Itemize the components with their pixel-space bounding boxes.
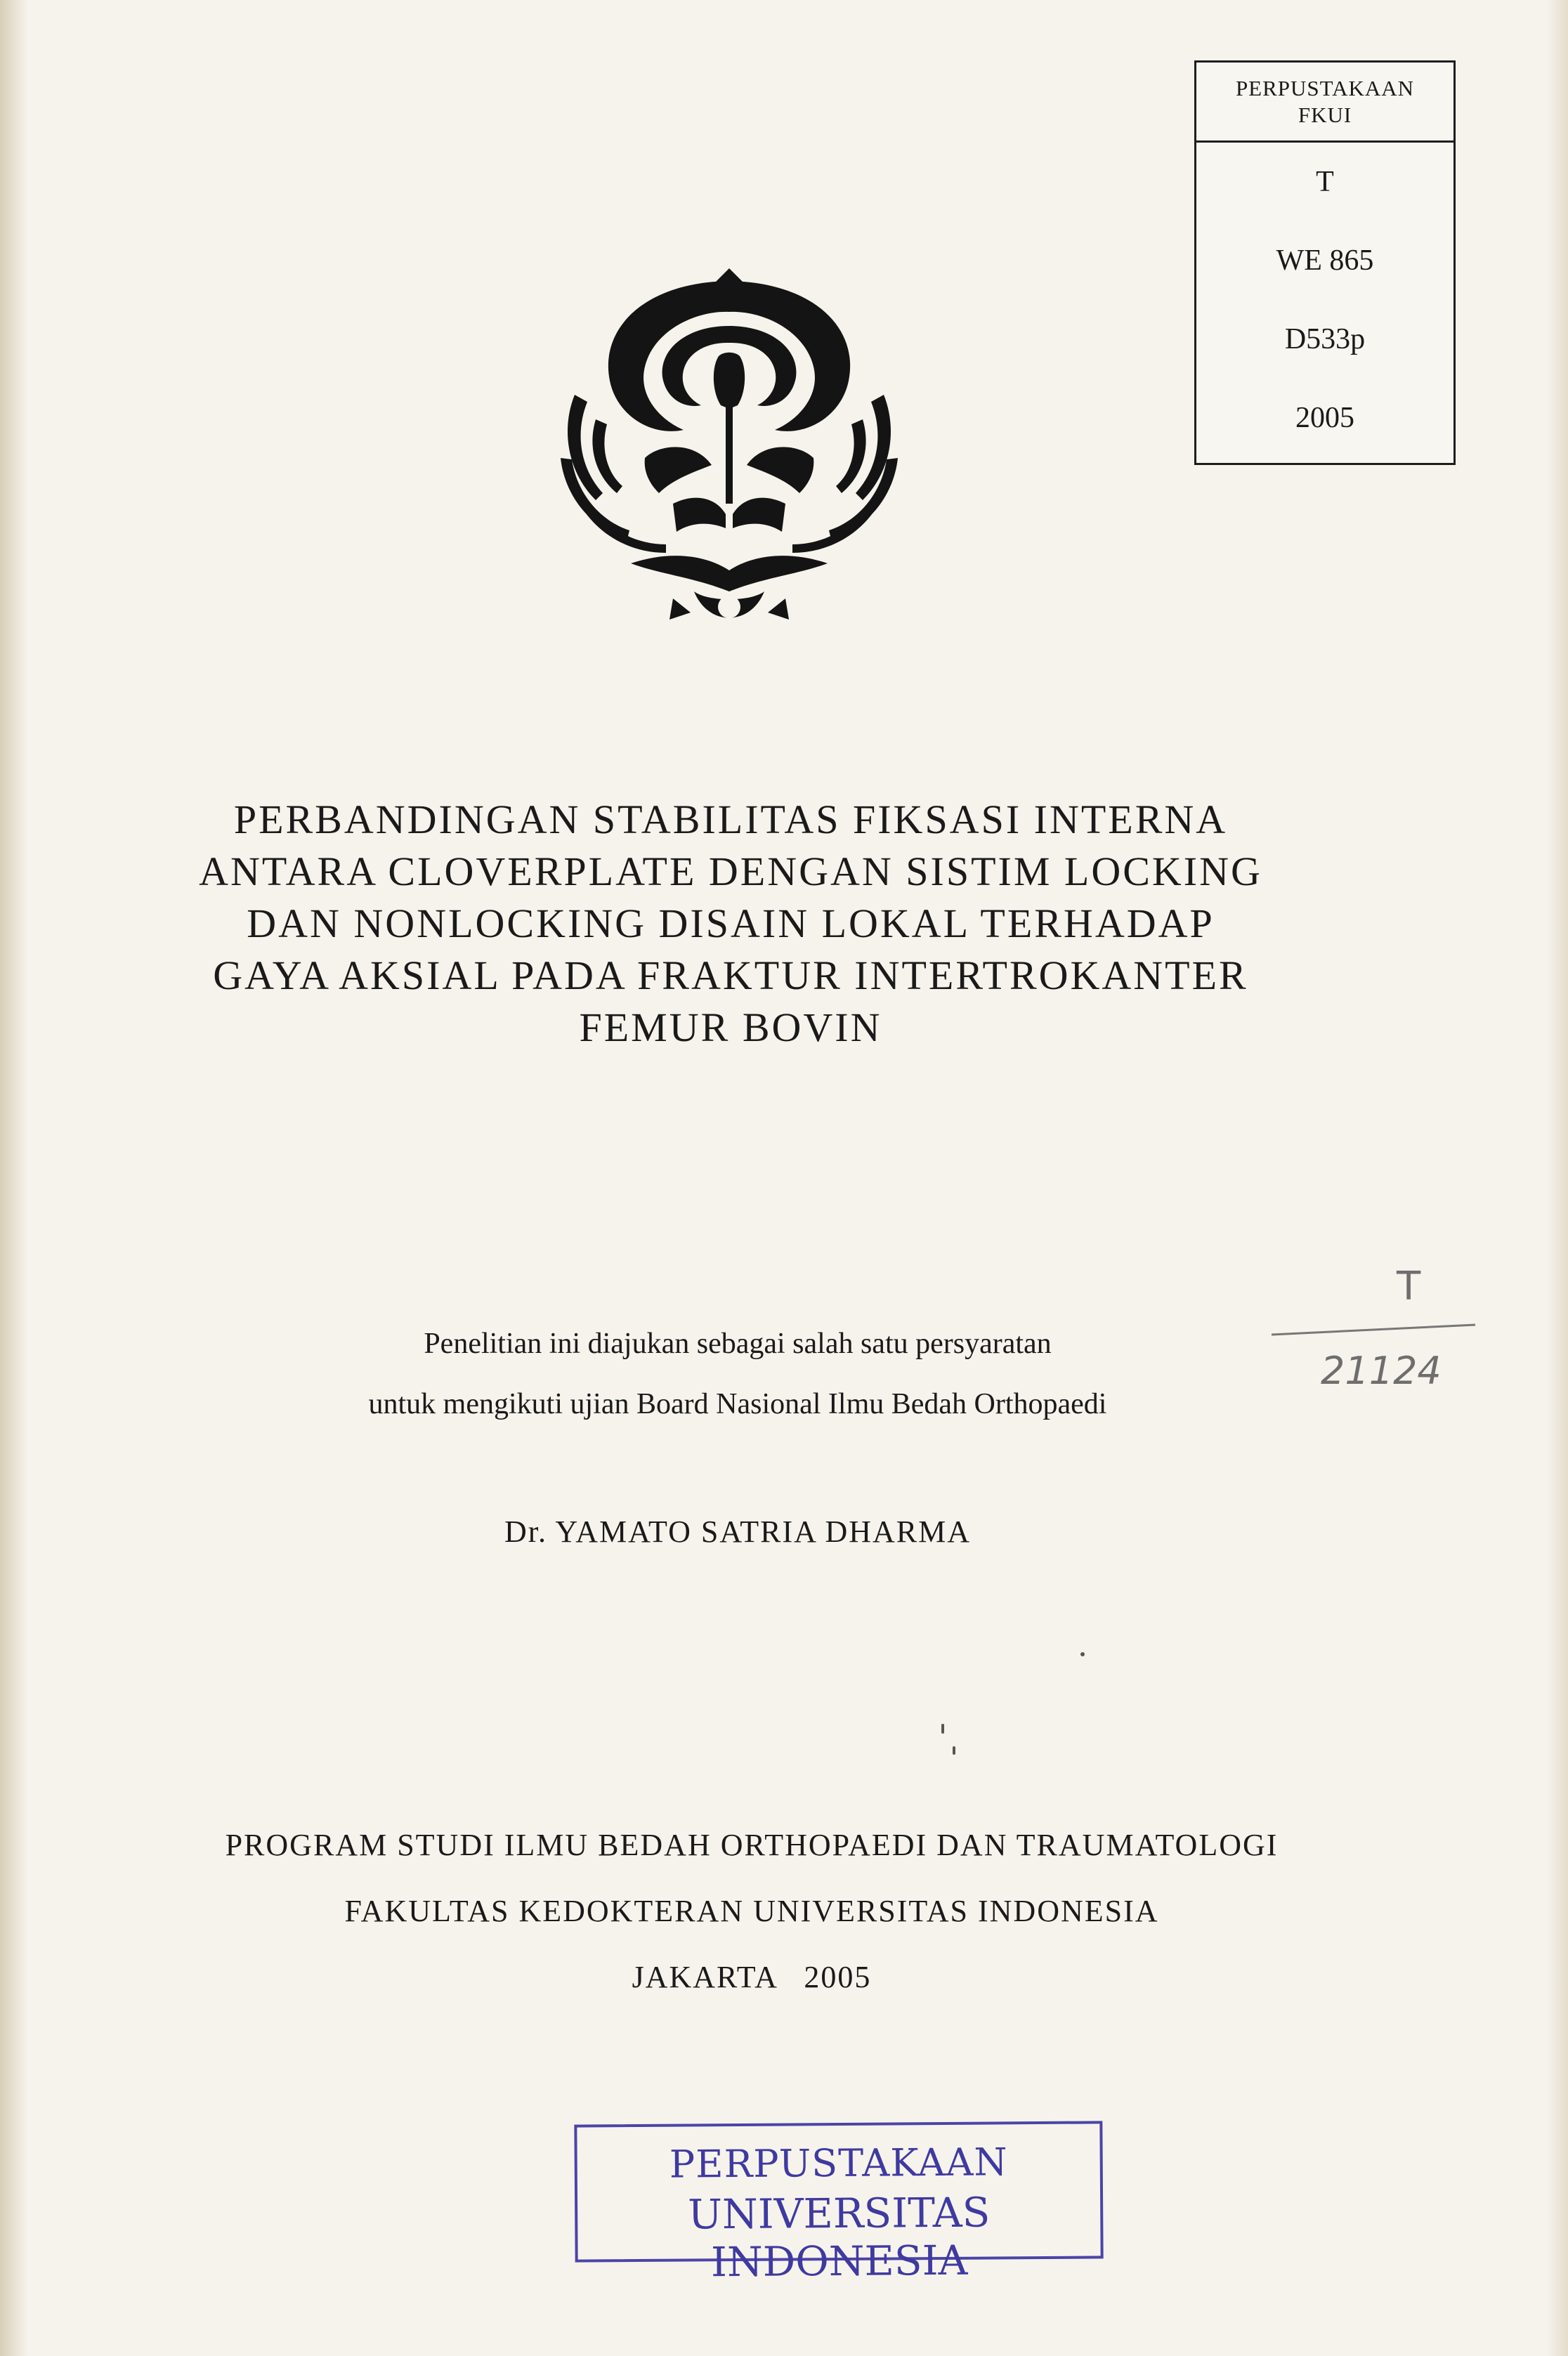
handwritten-note-line: 21124 (1321, 1349, 1442, 1393)
scan-speck (941, 1724, 944, 1734)
thesis-title-line: GAYA AKSIAL PADA FRAKTUR INTERTROKANTER (213, 953, 1248, 998)
stamp-line: UNIVERSITAS INDONESIA (687, 2188, 991, 2286)
library-box-header (1196, 63, 1453, 143)
scan-speck (1080, 1652, 1085, 1656)
purpose-line: Penelitian ini diajukan sebagai salah satu persyaratan (424, 1328, 1052, 1360)
author-name: Dr. YAMATO SATRIA DHARMA (504, 1514, 972, 1549)
handwritten-inventory-note (1272, 1250, 1482, 1412)
library-box-header-line: PERPUSTAKAAN (1235, 76, 1415, 100)
page-edge-shadow-left (0, 0, 28, 2356)
purpose-statement (211, 1314, 1265, 1434)
library-stamp (574, 2121, 1103, 2286)
thesis-title-line: DAN NONLOCKING DISAIN LOKAL TERHADAP (247, 901, 1215, 946)
purpose-line: untuk mengikuti ujian Board Nasional Ilmu Bedah Orthopaedi (368, 1388, 1107, 1420)
thesis-title (133, 794, 1328, 1054)
scan-speck (953, 1746, 955, 1755)
institution-block (141, 1812, 1363, 2010)
institution-line: FAKULTAS KEDOKTERAN UNIVERSITAS INDONESIA (344, 1894, 1159, 1928)
thesis-title-line: FEMUR BOVIN (579, 1004, 882, 1050)
thesis-title-line: PERBANDINGAN STABILITAS FIKSASI INTERNA (233, 797, 1228, 842)
institution-line: PROGRAM STUDI ILMU BEDAH ORTHOPAEDI DAN TRAUMATOLOGI (225, 1828, 1279, 1862)
thesis-title-line: ANTARA CLOVERPLATE DENGAN SISTIM LOCKING (199, 849, 1262, 894)
institution-line: JAKARTA 2005 (632, 1960, 872, 1994)
call-number-line: D533p (1284, 323, 1366, 355)
library-box-header-line: FKUI (1298, 103, 1352, 127)
call-number-line: T (1316, 166, 1334, 198)
stamp-line: PERPUSTAKAAN (669, 2140, 1008, 2187)
library-call-number-box (1194, 60, 1456, 465)
page-edge-shadow-right (1547, 0, 1568, 2356)
handwritten-note-line: T (1397, 1264, 1421, 1309)
call-number-line: 2005 (1295, 402, 1354, 434)
call-number-line: WE 865 (1276, 244, 1374, 277)
makara-emblem-icon (533, 261, 926, 639)
